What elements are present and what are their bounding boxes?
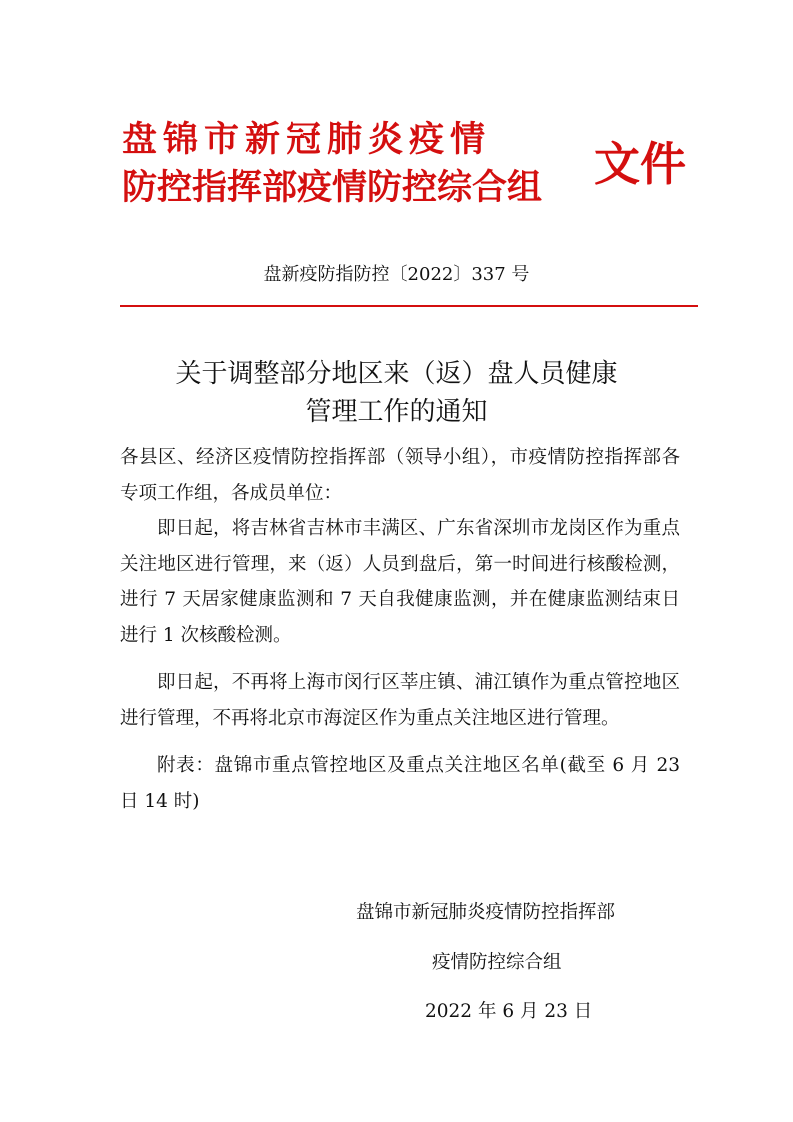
signature-org-line2: 疫情防控综合组 (432, 952, 562, 973)
red-masthead (122, 118, 686, 218)
red-divider-line (120, 305, 698, 307)
signature-org-line1: 盘锦市新冠肺炎疫情防控指挥部 (356, 902, 616, 923)
document-number: 盘新疫防指防控〔2022〕337 号 (263, 264, 530, 285)
document-title (0, 355, 793, 431)
title-line1: 关于调整部分地区来（返）盘人员健康 (175, 359, 618, 389)
document-body (120, 440, 680, 819)
masthead-org-line1: 盘锦市新冠肺炎疫情 (122, 120, 492, 160)
masthead-org-line2: 防控指挥部疫情防控综合组 (122, 168, 543, 208)
title-line2: 管理工作的通知 (305, 397, 488, 427)
paragraph-2: 即日起，不再将上海市闵行区莘庄镇、浦江镇作为重点管控地区进行管理，不再将北京市海淀区作为重点关注地区进行管理。 (120, 672, 680, 729)
masthead-doc-type: 文件 (594, 137, 686, 191)
addressee: 各县区、经济区疫情防控指挥部（领导小组），市疫情防控指挥部各专项工作组，各成员单位： (120, 447, 680, 504)
attachment-note: 附表：盘锦市重点管控地区及重点关注地区名单(截至 6 月 23 日 14 时) (120, 755, 680, 812)
paragraph-1: 即日起，将吉林省吉林市丰满区、广东省深圳市龙岗区作为重点关注地区进行管理，来（返）人员到盘后，第一时间进行核酸检测，进行 7 天居家健康监测和 7 天自我健康监测，并在健康监测结束日进行 1 次核酸检测。 (120, 518, 680, 646)
signature-date: 2022 年 6 月 23 日 (425, 1001, 593, 1022)
